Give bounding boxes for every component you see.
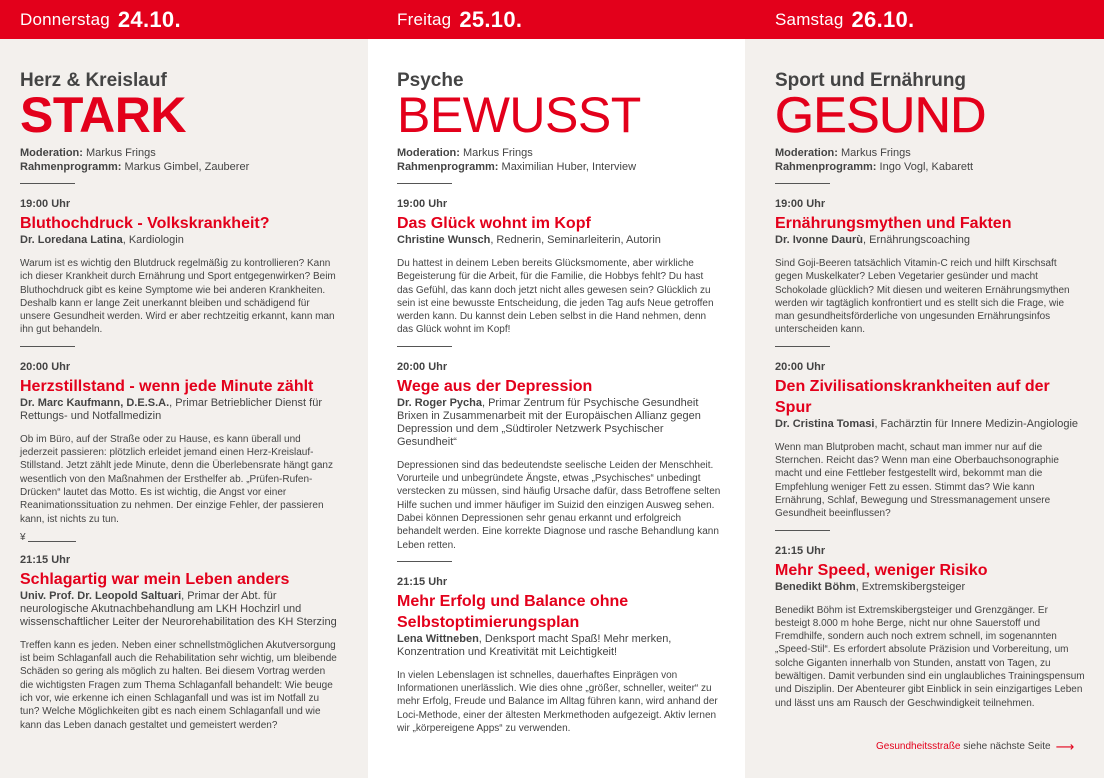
moderation-label: Moderation:	[775, 147, 838, 159]
event-title: Bluthochdruck - Volkskrankheit?	[20, 215, 270, 232]
speaker-role: , Primar Betrieblicher Dienst für Rettungs- und Notfallmedizin	[20, 396, 322, 422]
column-content	[20, 71, 340, 732]
column-friday	[368, 39, 745, 778]
event-item	[775, 198, 1085, 337]
divider	[20, 183, 75, 184]
event-speaker	[20, 590, 340, 629]
event-speaker	[397, 234, 722, 247]
arrow-right-icon[interactable]: ⟶	[1055, 738, 1075, 754]
event-item	[397, 361, 722, 552]
day-date: 26.10.	[851, 6, 915, 32]
day-name: Samstag	[775, 9, 844, 29]
moderation-info	[20, 146, 340, 174]
moderation-info	[775, 146, 1085, 174]
moderation-value: Markus Frings	[86, 147, 156, 159]
event-title: Den Zivilisationskrankheiten auf der Spur	[775, 377, 1050, 416]
speaker-role: , Denksport macht Spaß! Mehr merken, Konzentration und Kreativität mit Leichtigkeit!	[397, 632, 672, 658]
event-title: Ernährungsmythen und Fakten	[775, 215, 1012, 232]
event-time: 19:00 Uhr	[20, 198, 71, 210]
next-page-link-label[interactable]: Gesundheitsstraße	[876, 741, 961, 752]
speaker-role: , Ernährungscoaching	[863, 234, 971, 246]
event-item	[397, 198, 722, 337]
speaker-name: Dr. Marc Kaufmann, D.E.S.A.	[20, 396, 170, 409]
event-description: Depressionen sind das bedeutendste seelische Leiden der Menschheit. Vorurteile und unbegründete Ängste, etwas „Psychisches“ unbedingt verstecken zu müssen, sind häufig Ursache dafür, dass Betroffene selten Hilfe suchen und immer häufiger im Suizid den einzigen Ausweg sehen. Dabei können Depressionen sehr genau erkannt und erfolgreich behandelt werden. Eine korrekte Diagnose und rasche Behandlung kann Leben retten.	[397, 459, 721, 551]
speaker-name: Christine Wunsch	[397, 234, 491, 246]
column-content	[775, 71, 1085, 710]
event-time: 19:00 Uhr	[775, 198, 826, 210]
speaker-name: Dr. Ivonne Daurù	[775, 234, 864, 246]
rahmen-value: Maximilian Huber, Interview	[501, 161, 637, 173]
divider	[20, 346, 75, 347]
next-page-link[interactable]	[876, 738, 1075, 754]
event-description: Sind Goji-Beeren tatsächlich Vitamin-C reich und hilft Kirschsaft gegen Muskelkater? Leben Vegetarier gesünder und macht Schokolade glücklich? Mit diesen und weiteren Ernährungsmythen werden wir tagtäglich konfrontiert und es stellt sich die Frage, wie man gesundheitsförderliche von ungesunden Ernährungsinfos unterscheiden kann.	[775, 258, 1070, 336]
divider	[775, 183, 830, 184]
divider	[775, 530, 830, 531]
event-title: Schlagartig war mein Leben anders	[20, 570, 290, 588]
column-headline: GESUND	[775, 87, 986, 143]
event-speaker	[775, 234, 1085, 247]
speaker-role: , Primar der Abt. für neurologische Akutnachbehandlung am LKH Hochzirl und wissenschaftlicher Leiter der Neurorehabilitation des KH Sterzing	[20, 589, 337, 628]
event-description: In vielen Lebenslagen ist schnelles, dauerhaftes Einprägen von Informationen unerlässlich. Wie dies ohne „größer, schneller, weiter“ zu mehr Erfolg, Freude und Balance im Alltag führen kann, wird anhand der Loci-Methode, einer der ältesten Merkmethoden aufgezeigt. Aktiv lernen wir „körpereigene Apps“ zu verwenden.	[397, 669, 718, 735]
event-title: Mehr Erfolg und Balance ohne Selbstoptimierungsplan	[397, 592, 629, 631]
event-speaker	[20, 397, 340, 423]
divider	[397, 561, 452, 562]
speaker-name: Benedikt Böhm	[775, 580, 856, 593]
speaker-role: , Primar Zentrum für Psychische Gesundheit Brixen in Zusammenarbeit mit der Europäischen Allianz gegen Depression und dem „Südtiroler Netzwerk Psychischer Gesundheit“	[397, 396, 701, 448]
event-title: Mehr Speed, weniger Risiko	[775, 561, 988, 579]
event-time: 20:00 Uhr	[397, 360, 448, 373]
column-content	[397, 71, 722, 735]
event-item	[397, 576, 722, 735]
event-description: Du hattest in deinem Leben bereits Glücksmomente, aber wirkliche Begeisterung für die Arbeit, für die Familie, die Hobbys fehlt? Du hast das Gefühl, das kann doch jetzt nicht alles gewesen sein? Glücklich zu sein ist eine bewusste Entscheidung, die jeden Tag aufs Neue getroffen werden kann. Du kannst dein Leben selbst in die Hand nehmen, denn das Glück wohnt im Kopf!	[397, 258, 714, 336]
event-speaker	[397, 633, 722, 659]
divider	[397, 183, 452, 184]
day-heading-saturday	[775, 0, 914, 39]
event-time: 21:15 Uhr	[775, 544, 826, 557]
day-name: Freitag	[397, 9, 452, 29]
event-description: Warum ist es wichtig den Blutdruck regelmäßig zu kontrollieren? Kann ich dieser Krankheit durch Ernährung und Sport entgegenwirken? Beim Bluthochdruck gibt es keine Symptome wie bei anderen Krankheiten. Deshalb kann er lange Zeit unerkannt bleiben und schädigend für unsere Gesundheit werden. Wird er aber rechtzeitig erkannt, kann man ihn gut behandeln.	[20, 258, 336, 336]
event-time: 20:00 Uhr	[20, 360, 71, 373]
column-headline: BEWUSST	[397, 87, 641, 143]
column-thursday	[0, 39, 368, 778]
event-description: Treffen kann es jeden. Neben einer schnellstmöglichen Akutversorgung ist beim Schlaganfall auch die Rehabilitation sehr wichtig, um bleibende Schäden so gering als möglich zu halten. Bei diesem Vortrag werden die wichtigsten Fragen zum Thema Schlaganfall behandelt: Wie beuge ich vor, wie erkenne ich einen Schlaganfall und was ist im Notfall zu tun? Welche Möglichkeiten gibt es nach einem Schlaganfall und wie kann das Leben danach gestaltet und gemeistert werden?	[20, 639, 337, 731]
event-title: Herzstillstand - wenn jede Minute zählt	[20, 377, 314, 395]
column-saturday	[745, 39, 1104, 778]
event-item	[20, 361, 340, 526]
speaker-role: , Rednerin, Seminarleiterin, Autorin	[490, 234, 661, 246]
moderation-info	[397, 146, 722, 174]
speaker-role: , Extremskibergsteiger	[855, 580, 966, 593]
event-item	[775, 545, 1085, 710]
event-title: Wege aus der Depression	[397, 377, 593, 395]
rahmen-label: Rahmenprogramm:	[775, 161, 877, 173]
column-subtitle: Sport und Ernährung	[775, 70, 967, 91]
rahmen-value: Markus Gimbel, Zauberer	[124, 161, 250, 173]
speaker-name: Univ. Prof. Dr. Leopold Saltuari	[20, 589, 182, 602]
event-title: Das Glück wohnt im Kopf	[397, 215, 591, 232]
yen-glyph: ¥	[20, 531, 26, 543]
day-heading-thursday	[20, 0, 181, 39]
column-subtitle: Herz & Kreislauf	[20, 70, 167, 91]
event-description: Benedikt Böhm ist Extremskibergsteiger und Grenzgänger. Er besteigt 8.000 m hohe Berge, nicht nur ohne Sauerstoff und Fremdhilfe, sondern auch noch extrem schnell, im sogenannten „Speed-Stil“. Es erfordert absolute Präzision und Vorbereitung, um solche Giganten innerhalb von Stunden, anstatt von Tagen, zu bewältigen. Damit verbunden sind ein unglaubliches Trainingspensum und Disziplin. Der Abenteurer gibt Einblick in sein einzigartiges Leben und lässt uns am Rausch der Geschwindigkeit teilnehmen.	[775, 604, 1085, 709]
moderation-label: Moderation:	[397, 147, 460, 159]
speaker-role: , Fachärztin für Innere Medizin-Angiologie	[874, 417, 1079, 430]
event-speaker	[397, 397, 722, 449]
day-date: 24.10.	[117, 6, 181, 32]
moderation-value: Markus Frings	[841, 147, 911, 159]
speaker-role: , Kardiologin	[122, 234, 184, 246]
event-item	[20, 554, 340, 732]
column-subtitle: Psyche	[397, 70, 464, 91]
event-time: 19:00 Uhr	[397, 198, 448, 210]
event-time: 21:15 Uhr	[397, 575, 448, 588]
rahmen-label: Rahmenprogramm:	[397, 161, 499, 173]
divider	[775, 346, 830, 347]
divider-mark	[20, 532, 340, 544]
day-name: Donnerstag	[20, 9, 110, 29]
day-heading-friday	[397, 0, 522, 39]
speaker-name: Dr. Roger Pycha	[397, 396, 482, 409]
day-date: 25.10.	[459, 6, 523, 32]
event-speaker	[775, 581, 1085, 594]
speaker-name: Dr. Loredana Latina	[20, 234, 123, 246]
event-item	[20, 198, 340, 337]
event-speaker	[20, 234, 340, 247]
event-item	[775, 361, 1085, 521]
moderation-value: Markus Frings	[463, 147, 533, 159]
column-headline: STARK	[20, 87, 187, 143]
event-description: Wenn man Blutproben macht, schaut man immer nur auf die Sternchen. Reicht das? Wenn man eine Oberbauchsonographie macht und eine Fettleber festgestellt wird, bekommt man die Empfehlung weniger Fett zu essen. Stimmt das? Wie kann Ernährung, Schlaf, Bewegung und Stressmanagement unsere Gesundheit beeinflussen?	[775, 441, 1059, 520]
divider	[397, 346, 452, 347]
header-bar	[0, 0, 1104, 39]
rahmen-label: Rahmenprogramm:	[20, 161, 122, 173]
speaker-name: Lena Wittneben	[397, 632, 479, 645]
speaker-name: Dr. Cristina Tomasi	[775, 417, 875, 430]
event-time: 21:15 Uhr	[20, 553, 71, 566]
rahmen-value: Ingo Vogl, Kabarett	[879, 161, 974, 173]
moderation-label: Moderation:	[20, 147, 83, 159]
event-description: Ob im Büro, auf der Straße oder zu Hause, es kann überall und jederzeit passieren: plötzlich erleidet jemand einen Herz-Kreislauf-Stillstand. Jetzt zählt jede Minute, denn die Überlebensrate hängt ganz wesentlich von den Maßnahmen der Ersthelfer ab. „Prüfen-Rufen-Drücken“ lautet das Motto. Es ist wichtig, die Angst vor einer Reanimationssituation zu nehmen. Der einzige Fehler, der passieren kann, ist nichts zu tun.	[20, 433, 333, 525]
event-time: 20:00 Uhr	[775, 360, 826, 373]
next-page-text: siehe nächste Seite	[963, 741, 1051, 752]
event-speaker	[775, 418, 1085, 431]
